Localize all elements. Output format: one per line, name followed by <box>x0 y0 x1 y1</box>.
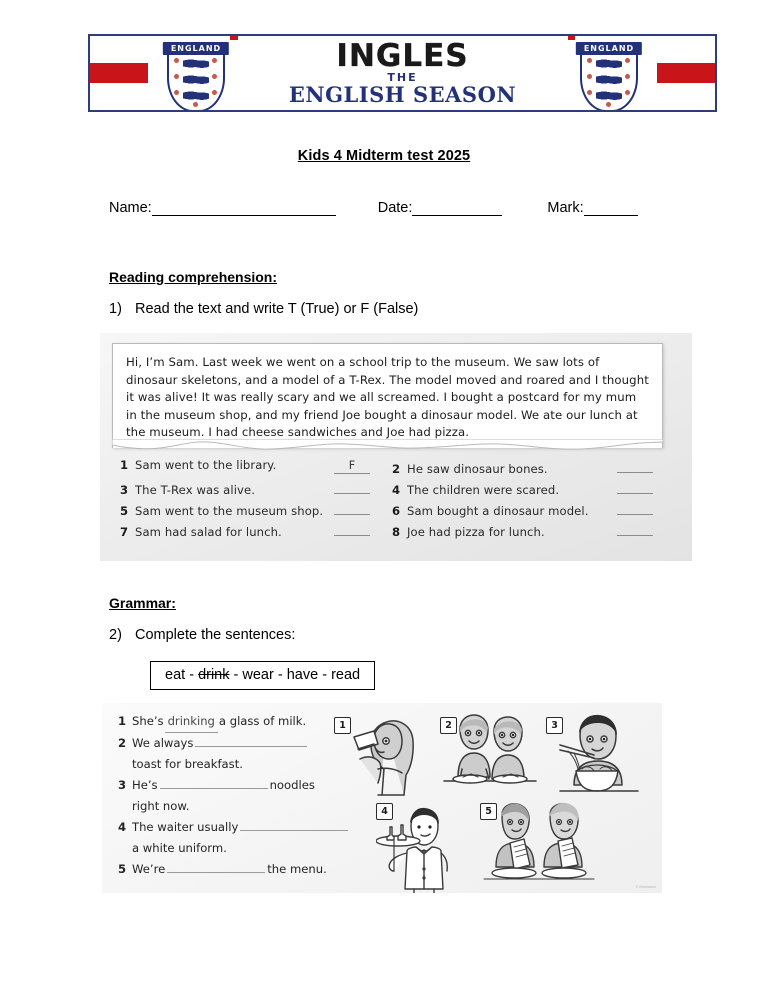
rose-icon <box>625 74 630 79</box>
picture-number-4: 4 <box>376 803 393 820</box>
tf-statement <box>120 479 392 500</box>
reading-task-text: Read the text and write T (True) or F (False) <box>135 301 419 317</box>
sentence-before: We always <box>132 736 194 750</box>
england-crest-left <box>148 40 244 110</box>
site-banner <box>88 34 717 112</box>
lion-icon <box>596 57 622 70</box>
name-input-blank[interactable] <box>152 202 336 216</box>
mark-label: Mark: <box>547 200 584 216</box>
tf-answer-blank[interactable] <box>617 521 653 536</box>
banner-main-title: INGLES <box>336 38 469 74</box>
picture-2-boys-eating <box>440 711 540 797</box>
tf-answer-blank[interactable] <box>617 458 653 473</box>
sentence-before: He’s <box>132 778 158 792</box>
tf-answer-blank[interactable] <box>334 479 370 494</box>
word-bank-word-wear: wear <box>242 667 274 683</box>
name-label: Name: <box>109 200 152 216</box>
rose-icon <box>625 90 630 95</box>
sentence-after: noodles <box>269 778 315 792</box>
tf-text: He saw dinosaur bones. <box>407 462 548 476</box>
grammar-task-text: Complete the sentences: <box>135 627 296 643</box>
lion-icon <box>183 89 209 102</box>
tf-number: 1 <box>120 458 129 472</box>
grammar-section-heading: Grammar: <box>109 595 176 611</box>
illustration-credit: © illustration <box>635 885 656 889</box>
rose-icon <box>174 90 179 95</box>
rose-icon <box>212 90 217 95</box>
rose-icon <box>212 58 217 63</box>
rose-icon <box>606 102 611 107</box>
rose-icon <box>174 74 179 79</box>
grammar-sentence <box>118 817 368 838</box>
england-crest-right <box>561 40 657 110</box>
picture-3-boy-noodles <box>546 711 644 797</box>
reading-passage-text: Hi, I’m Sam. Last week we went on a school trip to the museum. We saw lots of dinosaur skeletons, and a model of a T-Rex. The model moved and roared and I thought it was alive! It was really scary and we all screamed. I bought a postcard for my mum in the museum shop, and my friend Joe bought a dinosaur model. We ate our lunch at the museum. I had cheese sandwiches and Joe had pizza. <box>126 355 649 440</box>
picture-number-2: 2 <box>440 717 457 734</box>
tf-number: 5 <box>120 504 129 518</box>
banner-text-block <box>238 36 568 110</box>
tf-statement <box>392 521 675 542</box>
picture-5-reading-menus <box>480 801 598 893</box>
lion-icon <box>596 73 622 86</box>
picture-4-waiter <box>376 801 468 893</box>
grammar-sentence <box>118 859 368 880</box>
word-bank-word-have: have <box>286 667 319 683</box>
two-people-reading-menus-icon <box>480 801 598 893</box>
rose-icon <box>587 74 592 79</box>
tf-statement <box>392 458 675 479</box>
tf-answer-blank[interactable]: F <box>334 459 370 474</box>
true-false-grid <box>120 458 675 542</box>
word-bank-word-read: read <box>331 667 361 683</box>
tf-statement <box>120 521 392 542</box>
sentence-continuation: toast for breakfast. <box>132 757 243 771</box>
sentence-continuation: a white uniform. <box>132 841 227 855</box>
sentence-continuation: right now. <box>132 799 190 813</box>
sentence-answer-blank[interactable] <box>240 817 348 831</box>
picture-1-girl-drinking <box>334 711 426 797</box>
banner-subtitle: ENGLISH SEASON <box>288 81 517 107</box>
lion-icon <box>183 57 209 70</box>
torn-paper-edge <box>112 439 663 450</box>
reading-passage-card <box>112 343 663 448</box>
tf-number: 7 <box>120 525 129 539</box>
tf-statement <box>120 500 392 521</box>
date-label: Date: <box>377 200 413 216</box>
mark-input-blank[interactable] <box>584 202 638 216</box>
tf-statement <box>120 458 392 479</box>
picture-number-5: 5 <box>480 803 497 820</box>
tf-text: Joe had pizza for lunch. <box>407 525 545 539</box>
rose-icon <box>193 102 198 107</box>
sentence-number: 4 <box>118 820 127 834</box>
sentence-number: 1 <box>118 714 127 728</box>
tf-number: 6 <box>392 504 401 518</box>
three-lions-shield-icon <box>167 50 225 112</box>
word-bank-sep: - <box>229 667 243 683</box>
word-bank-box <box>150 661 375 690</box>
tf-answer-blank[interactable] <box>617 500 653 515</box>
tf-answer-blank[interactable] <box>617 479 653 494</box>
sentence-after: a glass of milk. <box>218 714 307 728</box>
word-bank-word-drink: drink <box>198 667 230 683</box>
word-bank-word-eat: eat <box>165 667 186 683</box>
tf-text: Sam bought a dinosaur model. <box>407 504 589 518</box>
crest-label-right: ENGLAND <box>576 42 642 55</box>
sentence-answer-blank[interactable] <box>160 775 268 789</box>
reading-task-instruction <box>109 301 418 317</box>
grammar-exercise-block <box>102 703 662 893</box>
rose-icon <box>587 90 592 95</box>
rose-icon <box>587 58 592 63</box>
tf-statement <box>392 479 675 500</box>
grammar-task-number: 2) <box>109 627 122 643</box>
tf-text: Sam had salad for lunch. <box>135 525 282 539</box>
sentence-answer-filled[interactable]: drinking <box>165 711 218 733</box>
grammar-sentence <box>118 711 368 733</box>
rose-icon <box>212 74 217 79</box>
sentence-before: The waiter usually <box>132 820 239 834</box>
grammar-task-instruction <box>109 627 295 643</box>
rose-icon <box>625 58 630 63</box>
reading-task-number: 1) <box>109 301 122 317</box>
word-bank-sep: - <box>185 667 199 683</box>
crest-label-left: ENGLAND <box>163 42 229 55</box>
reading-section-heading: Reading comprehension: <box>109 269 278 285</box>
tf-text: The children were scared. <box>407 483 560 497</box>
tf-statement <box>392 500 675 521</box>
banner-the-word: THE <box>387 70 418 84</box>
grammar-sentence <box>118 733 368 754</box>
tf-text: Sam went to the museum shop. <box>135 504 324 518</box>
sentence-after: the menu. <box>267 862 327 876</box>
tf-number: 4 <box>392 483 401 497</box>
rose-icon <box>174 58 179 63</box>
student-info-row <box>109 200 638 216</box>
tf-number: 8 <box>392 525 401 539</box>
tf-text: Sam went to the library. <box>135 458 277 472</box>
grammar-picture-strip <box>334 703 660 893</box>
word-bank-sep: - <box>273 667 287 683</box>
picture-number-3: 3 <box>546 717 563 734</box>
tf-number: 3 <box>120 483 129 497</box>
word-bank-sep: - <box>318 667 332 683</box>
sentence-answer-blank[interactable] <box>167 859 265 873</box>
grammar-sentence-list <box>118 711 368 880</box>
sentence-answer-blank[interactable] <box>195 733 307 747</box>
page-title: Kids 4 Midterm test 2025 <box>297 148 471 164</box>
sentence-number: 2 <box>118 736 127 750</box>
sentence-before: She’s <box>132 714 164 728</box>
tf-number: 2 <box>392 462 401 476</box>
lion-icon <box>596 89 622 102</box>
tf-answer-blank[interactable] <box>334 521 370 536</box>
three-lions-shield-icon <box>580 50 638 112</box>
sentence-before: We’re <box>132 862 166 876</box>
date-input-blank[interactable] <box>412 202 502 216</box>
sentence-number: 5 <box>118 862 127 876</box>
reading-exercise-block <box>100 333 692 561</box>
grammar-sentence <box>118 775 368 796</box>
sentence-number: 3 <box>118 778 127 792</box>
lion-icon <box>183 73 209 86</box>
tf-text: The T-Rex was alive. <box>135 483 255 497</box>
tf-answer-blank[interactable] <box>334 500 370 515</box>
picture-number-1: 1 <box>334 717 351 734</box>
